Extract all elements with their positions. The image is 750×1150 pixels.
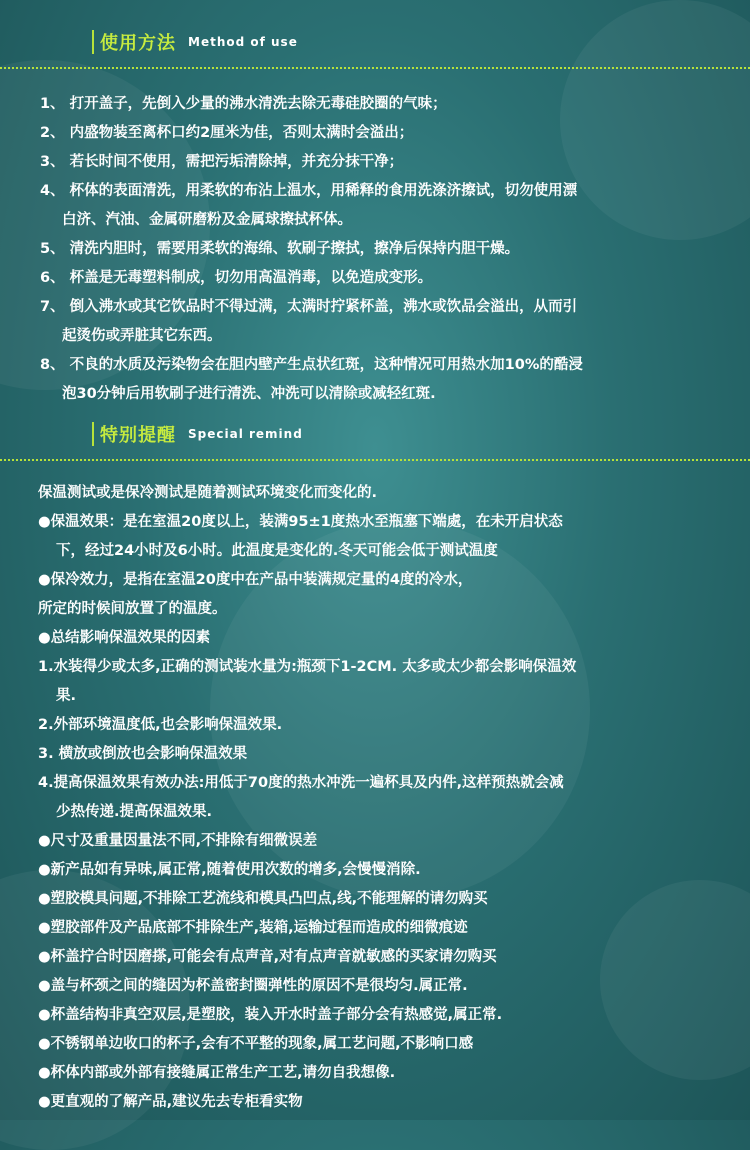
remind-line: ●新产品如有异味,属正常,随着使用次数的增多,会慢慢消除. [38,862,421,878]
remind-line: ●塑胶模具问题,不排除工艺流线和模具凸凹点,线,不能理解的请勿购买 [38,891,488,907]
remind-line: 保温测试或是保冷测试是随着测试环境变化而变化的. [38,485,378,501]
remind-line: ●杯体内部或外部有接缝属正常生产工艺,请勿自我想像. [38,1065,396,1081]
remind-line: ●杯盖拧合时因磨搽,可能会有点声音,对有点声音就敏感的买家请勿购买 [38,949,497,965]
remind-line: ●尺寸及重量因量法不同,不排除有细微误差 [38,833,318,849]
remind-line: ●保温效果：是在室温20度以上，装满95±1度热水至瓶塞下端處，在未开启状态 [38,514,563,530]
usage-line: 2、 内盛物装至离杯口约2厘米为佳，否则太满时会溢出； [40,125,414,141]
bg-bubble [600,880,750,1080]
section-title: 特别提醒 [100,425,176,446]
remind-line: 1.水装得少或太多,正确的测试装水量为:瓶颈下1-2CM. 太多或太少都会影响保温效 [38,659,577,675]
usage-line: 泡30分钟后用软刷子进行清洗、冲洗可以清除或减轻红斑. [62,386,436,402]
bg-bubble [560,0,750,240]
usage-line: 1、 打开盖子，先倒入少量的沸水清洗去除无毒硅胶圈的气味； [40,96,447,112]
remind-line: 少热传递.提高保温效果. [56,804,213,820]
section-subtitle: Special remind [188,427,303,441]
remind-line: ●不锈钢单边收口的杯子,会有不平整的现象,属工艺问题,不影响口感 [38,1036,474,1052]
usage-instructions [40,90,583,409]
remind-line: 下，经过24小时及6小时。此温度是变化的.冬天可能会低于测试温度 [56,543,498,559]
remind-line: ●总结影响保温效果的因素 [38,630,211,646]
dotted-divider [0,67,750,69]
remind-line: ●杯盖结构非真空双层,是塑胶，装入开水时盖子部分会有热感觉,属正常. [38,1007,503,1023]
usage-line: 起烫伤或弄脏其它东西。 [62,328,222,344]
section-marker [92,422,94,446]
usage-line: 6、 杯盖是无毒塑料制成，切勿用高温消毒，以免造成变形。 [40,270,433,286]
remind-line: 2.外部环境温度低,也会影响保温效果. [38,717,283,733]
remind-line: ●塑胶部件及产品底部不排除生产,装箱,运输过程而造成的细微痕迹 [38,920,468,936]
usage-line: 4、 杯体的表面清洗，用柔软的布沾上温水，用稀释的食用洗涤济擦试，切勿使用漂 [40,183,578,199]
remind-line: ●保冷效力，是指在室温20度中在产品中装满规定量的4度的冷水， [38,572,473,588]
usage-line: 5、 清洗内胆时，需要用柔软的海绵、软刷子擦拭，擦净后保持内胆干燥。 [40,241,520,257]
section-header-usage [92,28,298,56]
section-subtitle: Method of use [188,35,298,49]
section-marker [92,30,94,54]
section-title: 使用方法 [100,33,176,54]
remind-line: 果. [56,688,77,704]
section-header-remind [92,420,303,448]
remind-line: ●更直观的了解产品,建议先去专柜看实物 [38,1094,303,1110]
special-remind-list [38,479,576,1117]
usage-line: 3、 若长时间不使用，需把污垢清除掉，并充分抹干净； [40,154,404,170]
dotted-divider [0,459,750,461]
remind-line: ●盖与杯颈之间的缝因为杯盖密封圈弹性的原因不是很均匀.属正常. [38,978,468,994]
usage-line: 8、 不良的水质及污染物会在胆内壁产生点状红斑，这种情况可用热水加10%的酷浸 [40,357,583,373]
remind-line: 3. 横放或倒放也会影响保温效果 [38,746,248,762]
usage-line: 白济、汽油、金属研磨粉及金属球擦拭杯体。 [62,212,352,228]
remind-line: 4.提高保温效果有效办法:用低于70度的热水冲洗一遍杯具及内件,这样预热就会减 [38,775,564,791]
remind-line: 所定的时候间放置了的温度。 [38,601,227,617]
usage-line: 7、 倒入沸水或其它饮品时不得过满，太满时拧紧杯盖，沸水或饮品会溢出，从而引 [40,299,578,315]
